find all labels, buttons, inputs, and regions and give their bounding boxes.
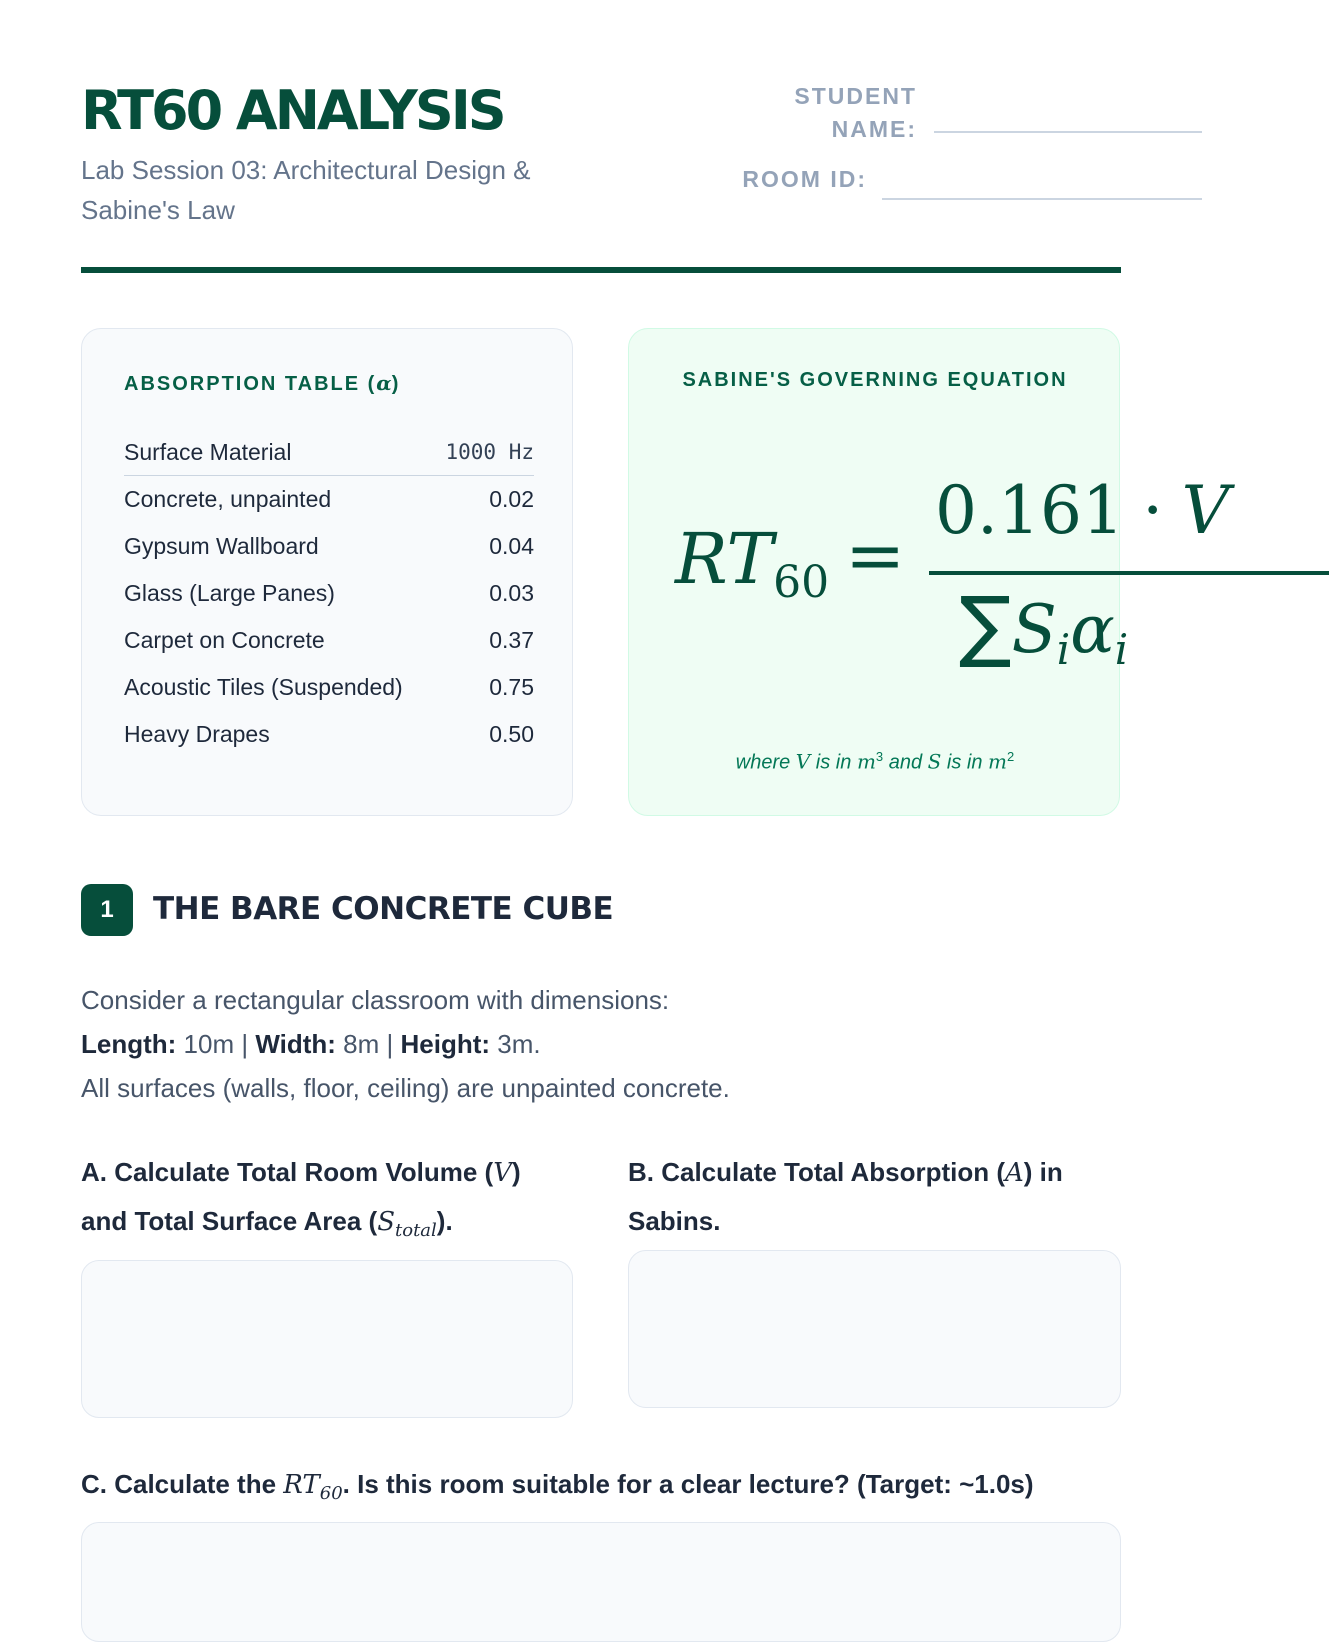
equation-numerator: 0.161 · V [935, 472, 1230, 549]
equation-denominator: $\sum S_i\alpha_i$ [959, 581, 1129, 674]
table-row [124, 476, 534, 523]
table-row [124, 523, 534, 570]
fraction-bar [929, 571, 1329, 575]
sabine-equation-card [628, 328, 1230, 816]
absorption-value: 0.50 [489, 721, 534, 747]
material-name: Gypsum Wallboard [124, 533, 319, 559]
room-id-field[interactable] [882, 198, 1202, 200]
section-number-badge: 1 [81, 884, 133, 936]
answer-box-b[interactable] [628, 1250, 1121, 1408]
description-line: All surfaces (walls, floor, ceiling) are unpainted concrete. [81, 1073, 730, 1103]
equation-card-title: SABINE'S GOVERNING EQUATION [682, 369, 1068, 391]
equals-sign: = [845, 513, 906, 597]
absorption-value: 0.75 [489, 674, 534, 700]
absorption-table [124, 429, 534, 758]
absorption-value: 0.02 [489, 486, 534, 512]
equation-lhs: $RT_{60}$ [675, 518, 830, 608]
material-name: Glass (Large Panes) [124, 580, 335, 606]
answer-box-a[interactable] [81, 1260, 573, 1418]
question-b: B. Calculate Total Absorption (A) in Sabins. [628, 1157, 1063, 1236]
question-a: A. Calculate Total Room Volume (V) and Total Surface Area $(S_{total})$. [81, 1157, 521, 1242]
absorption-value: 0.03 [489, 580, 534, 606]
column-header-material: Surface Material [124, 439, 292, 465]
answer-box-c[interactable] [81, 1522, 1121, 1642]
table-row [124, 617, 534, 664]
material-name: Carpet on Concrete [124, 627, 325, 653]
material-name: Acoustic Tiles (Suspended) [124, 674, 403, 700]
material-name: Concrete, unpainted [124, 486, 332, 512]
table-row [124, 711, 534, 758]
room-dimensions: Length: 10m | Width: 8m | Height: 3m. [81, 1029, 541, 1059]
equation-units-note: where V is in $m^3$ and S is in $m^2$ [735, 749, 1015, 774]
problem-description [81, 978, 1121, 1110]
student-name-label: STUDENT NAME: [794, 83, 917, 142]
page-title: RT60 ANALYSIS [81, 79, 504, 142]
sabine-equation [629, 329, 1329, 817]
page-subtitle: Lab Session 03: Architectural Design & Sabine's Law [81, 155, 531, 225]
room-id-label: ROOM ID: [742, 166, 867, 192]
student-name-field[interactable] [934, 131, 1202, 133]
absorption-table-title: ABSORPTION TABLE (α) [124, 371, 401, 395]
table-row [124, 570, 534, 617]
header-divider [81, 267, 1121, 273]
table-header-row [124, 429, 534, 476]
absorption-value: 0.04 [489, 533, 534, 559]
material-name: Heavy Drapes [124, 721, 270, 747]
absorption-value: 0.37 [489, 627, 534, 653]
question-c: C. Calculate the $RT_{60}$. Is this room suitable for a clear lecture? (Target: ~1.0s) [81, 1469, 1034, 1505]
worksheet-header [81, 80, 1121, 270]
description-line: Consider a rectangular classroom with dimensions: [81, 985, 670, 1015]
section-title: THE BARE CONCRETE CUBE [153, 891, 614, 927]
table-row [124, 664, 534, 711]
column-header-frequency: 1000 Hz [445, 440, 534, 464]
absorption-table-card [81, 328, 573, 816]
